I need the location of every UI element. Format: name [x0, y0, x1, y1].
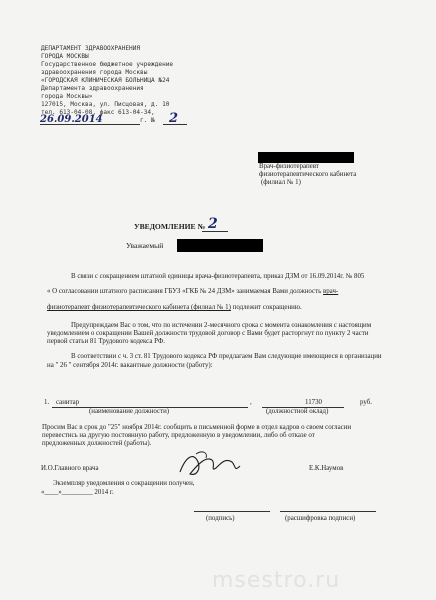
request-line-1: Просим Вас в срок до "25" ноября 2014г. сообщить в письменной форме в отдел кадров о своем согласии	[42, 424, 352, 431]
position-underlined-2: физиотерапевт физиотерапевтического кабинета (филиал № 1)	[47, 304, 231, 311]
paragraph-2-line-3: первой статьи 81 Трудового кодекса РФ.	[47, 338, 165, 345]
decode-line	[280, 511, 376, 512]
letterhead-line: ГОРОДА МОСКВЫ	[41, 53, 89, 60]
position-underlined: врач-	[322, 288, 339, 295]
caption-decode: (расшифровка подписи)	[285, 515, 356, 522]
vacancy-salary: 11730	[305, 399, 322, 406]
paragraph-2-line-2: уведомлением о сокращении Вашей должности трудовой договор с Вами будет расторгнут по пункту 2 части	[47, 330, 369, 337]
receipt-date: «____»_________ 2014 г.	[41, 489, 114, 496]
vacancy-currency: руб.	[360, 399, 372, 406]
letterhead-line: ДЕПАРТАМЕНТ ЗДРАВООХРАНЕНИЯ	[41, 45, 141, 52]
caption-position: (наименование должности)	[89, 408, 170, 415]
letterhead-line: Государственное бюджетное учреждение	[41, 61, 174, 68]
notice-title: УВЕДОМЛЕНИЕ №	[134, 222, 206, 231]
letterhead-line: Департамента здравоохранения	[41, 85, 144, 92]
addressee-line: Врач-физиотерапевт	[259, 163, 319, 170]
salutation: Уважаемый	[126, 241, 164, 250]
letterhead	[41, 45, 173, 117]
caption-sign: (подпись)	[206, 515, 235, 522]
paragraph-1-line-1: В связи с сокращением штатной единицы врача-физиотерапевта, приказ ДЗМ от 16.09.2014г. № 805	[71, 273, 365, 280]
caption-salary: (должностной оклад)	[266, 408, 329, 415]
vacancy-position: санитар	[56, 399, 80, 406]
paragraph-1-line-2	[47, 288, 338, 296]
date-suffix: г. №	[140, 117, 155, 124]
watermark: msestro.ru	[212, 568, 341, 593]
paragraph-3-line-1: В соответствии с ч. 3 ст. 81 Трудового кодекса РФ предлагаем Вам следующие имеющиеся в организации	[71, 353, 382, 360]
paragraph-1-line-3	[47, 304, 302, 312]
letterhead-line: здравоохранения города Москвы	[41, 69, 148, 76]
addressee-line: (филиал № 1)	[261, 179, 301, 186]
letterhead-line: города Москвы»	[41, 93, 93, 100]
request-line-2: перевестись на другую постоянную работу, предложенную в уведомлении, либо об отказе от	[42, 432, 315, 439]
vacancy-index: 1.	[44, 399, 50, 406]
signatory-name: Е.К.Наумов	[309, 465, 344, 472]
letterhead-line: 127015, Москва, ул. Писцовая, д. 10	[41, 101, 170, 108]
vacancy-separator: ,	[250, 399, 252, 406]
notice-number-underline	[202, 231, 228, 232]
receipt-text: Экземпляр уведомления о сокращении получен	[53, 480, 193, 487]
addressee-line: физиотерапевтического кабинета	[259, 171, 357, 178]
number-underline	[163, 124, 187, 125]
sign-line	[194, 511, 270, 512]
paragraph-3-line-2: на " 26 " сентября 2014г. вакантные должности (работу):	[47, 362, 213, 369]
handwritten-signature	[176, 446, 244, 480]
letterhead-line: «ГОРОДСКАЯ КЛИНИЧЕСКАЯ БОЛЬНИЦА №24	[41, 77, 170, 84]
redacted-name-top	[258, 152, 354, 163]
date-underline-2	[112, 124, 140, 125]
letterhead-line: тел. 613-04-08, факс 613-04-34,	[41, 109, 155, 116]
request-line-3: предложенных должностей (работы).	[42, 440, 152, 447]
paragraph-1-text-end: подлежит сокращению.	[230, 304, 302, 311]
date-underline	[40, 124, 112, 125]
notice-number-handwritten: 2	[208, 216, 218, 232]
handwritten-date: 26.09.2014	[40, 114, 103, 125]
paragraph-2-line-1: Предупреждаем Вас о том, что по истечении 2-месячного срока с момента ознакомления с настоящим	[71, 322, 372, 329]
redacted-name-salutation	[177, 239, 263, 252]
addressee	[259, 163, 356, 187]
signatory-title: И.О.Главного врача	[41, 465, 99, 472]
receipt-line: Экземпляр уведомления о сокращении получен,	[53, 480, 195, 487]
handwritten-number: 2	[169, 111, 179, 126]
paragraph-1-text: « О согласовании штатного расписания ГБУЗ «ГКБ № 24 ДЗМ» занимаемая Вами должность	[47, 288, 323, 295]
